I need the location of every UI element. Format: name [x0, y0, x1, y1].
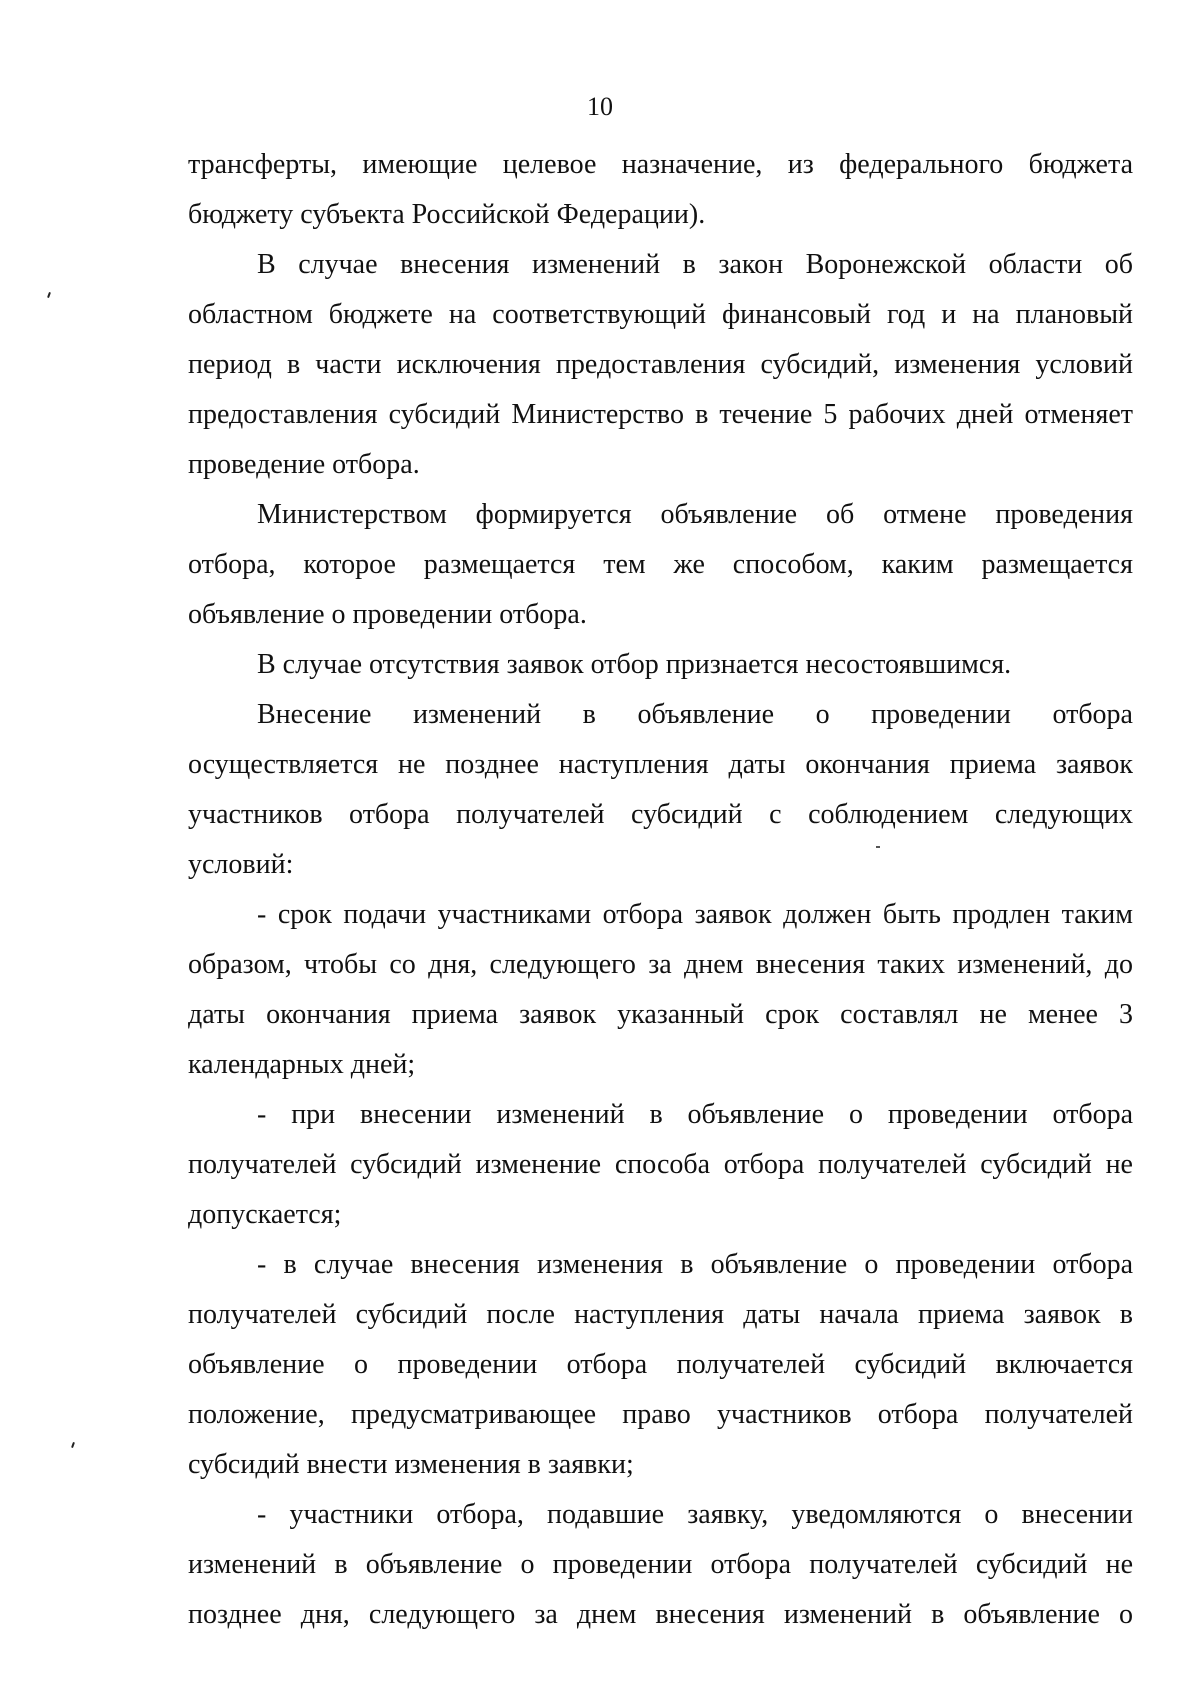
text-line: В случае отсутствия заявок отбор признается несостоявшимся. [257, 649, 1012, 680]
text-line: образом, чтобы со дня, следующего за днем внесения таких изменений, до [188, 949, 1133, 980]
text-line: Внесение изменений в объявление о проведении отбора [257, 699, 1133, 730]
text-line: - при внесении изменений в объявление о проведении отбора [257, 1099, 1133, 1130]
scan-mark [876, 846, 880, 848]
text-line: допускается; [188, 1199, 342, 1230]
text-line: получателей субсидий изменение способа отбора получателей субсидий не [188, 1149, 1133, 1180]
text-line: областном бюджете на соответствующий финансовый год и на плановый [188, 299, 1133, 330]
text-line: позднее дня, следующего за днем внесения изменений в объявление о [188, 1599, 1133, 1630]
text-line: объявление о проведении отбора. [188, 599, 587, 630]
text-line: условий: [188, 849, 294, 880]
text-line: положение, предусматривающее право участников отбора получателей [188, 1399, 1133, 1430]
page-number: 10 [587, 92, 613, 121]
text-line: - участники отбора, подавшие заявку, уведомляются о внесении [257, 1499, 1133, 1530]
text-line: календарных дней; [188, 1049, 416, 1080]
text-line: отбора, которое размещается тем же способом, каким размещается [188, 549, 1133, 580]
text-line: субсидий внести изменения в заявки; [188, 1449, 634, 1480]
text-line: участников отбора получателей субсидий с соблюдением следующих [188, 799, 1133, 830]
text-line: трансферты, имеющие целевое назначение, из федерального бюджета [188, 149, 1133, 180]
scan-speck [71, 1442, 75, 1448]
scan-speck [47, 292, 51, 298]
text-line: В случае внесения изменений в закон Воронежской области об [257, 249, 1133, 280]
text-line: период в части исключения предоставления субсидий, изменения условий [188, 349, 1133, 380]
text-line: предоставления субсидий Министерство в течение 5 рабочих дней отменяет [188, 399, 1133, 430]
text-line: проведение отбора. [188, 449, 420, 480]
text-line: Министерством формируется объявление об отмене проведения [257, 499, 1133, 530]
text-line: - срок подачи участниками отбора заявок должен быть продлен таким [257, 899, 1133, 930]
text-line: получателей субсидий после наступления даты начала приема заявок в [188, 1299, 1133, 1330]
text-line: бюджету субъекта Российской Федерации). [188, 199, 706, 230]
text-line: изменений в объявление о проведении отбора получателей субсидий не [188, 1549, 1133, 1580]
text-line: - в случае внесения изменения в объявление о проведении отбора [257, 1249, 1133, 1280]
text-line: даты окончания приема заявок указанный срок составлял не менее 3 [188, 999, 1133, 1030]
text-line: осуществляется не позднее наступления даты окончания приема заявок [188, 749, 1133, 780]
text-line: объявление о проведении отбора получателей субсидий включается [188, 1349, 1133, 1380]
